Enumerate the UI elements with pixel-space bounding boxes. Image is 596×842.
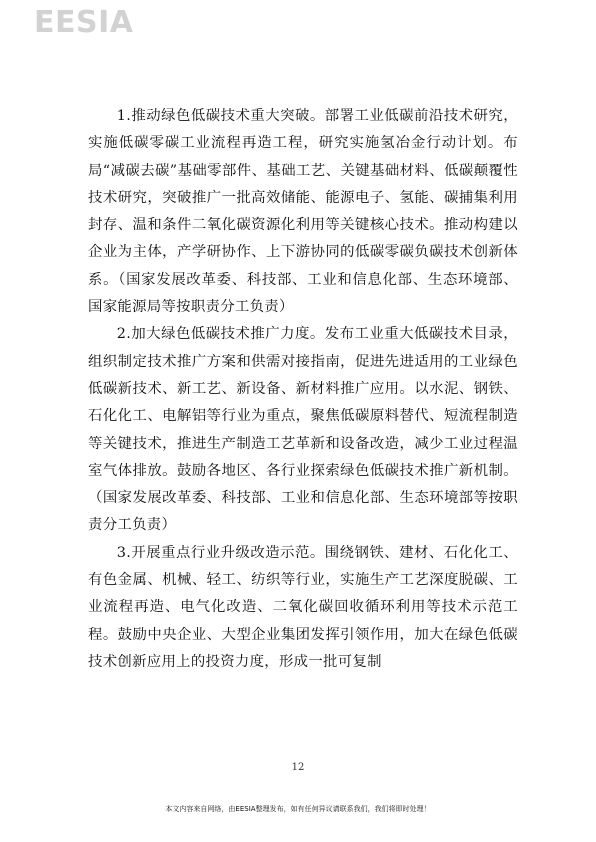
paragraph-1: 1.推动绿色低碳技术重大突破。部署工业低碳前沿技术研究，实施低碳零碳工业流程再造工程，研究实施氢冶金行动计划。布局“减碳去碳”基础零部件、基础工艺、关键基础材料、低碳颠覆性技术研究，突破推广一批高效储能、能源电子、氢能、碳捕集利用封存、温和条件二氧化碳资源化利用等关键核心技术。推动构建以企业为主体，产学研协作、上下游协同的低碳零碳负碳技术创新体系。（国家发展改革委、科技部、工业和信息化部、生态环境部、国家能源局等按职责分工负责）: [88, 108, 518, 316]
document-body: [88, 103, 518, 676]
paragraph-2: 2.加大绿色低碳技术推广力度。发布工业重大低碳技术目录，组织制定技术推广方案和供需对接指南，促进先进适用的工业绿色低碳新技术、新工艺、新设备、新材料推广应用。以水泥、钢铁、石化化工、电解铝等行业为重点，聚焦低碳原料替代、短流程制造等关键技术，推进生产制造工艺革新和设备改造，减少工业过程温室气体排放。鼓励各地区、各行业探索绿色低碳技术推广新机制。（国家发展改革委、科技部、工业和信息化部、生态环境部等按职责分工负责）: [88, 326, 518, 534]
eesia-logo: EESIA: [34, 5, 134, 40]
page-number: 12: [291, 762, 305, 773]
footer-notice: 本文内容来自网络，由EESIA整理发布，如有任何异议请联系我们，我们将即时处理！: [165, 805, 431, 813]
paragraph-3: 3.开展重点行业升级改造示范。围绕钢铁、建材、石化化工、有色金属、机械、轻工、纺织等行业，实施生产工艺深度脱碳、工业流程再造、电气化改造、二氧化碳回收循环利用等技术示范工程。鼓励中央企业、大型企业集团发挥引领作用，加大在绿色低碳技术创新应用上的投资力度，形成一批可复制: [88, 544, 518, 670]
